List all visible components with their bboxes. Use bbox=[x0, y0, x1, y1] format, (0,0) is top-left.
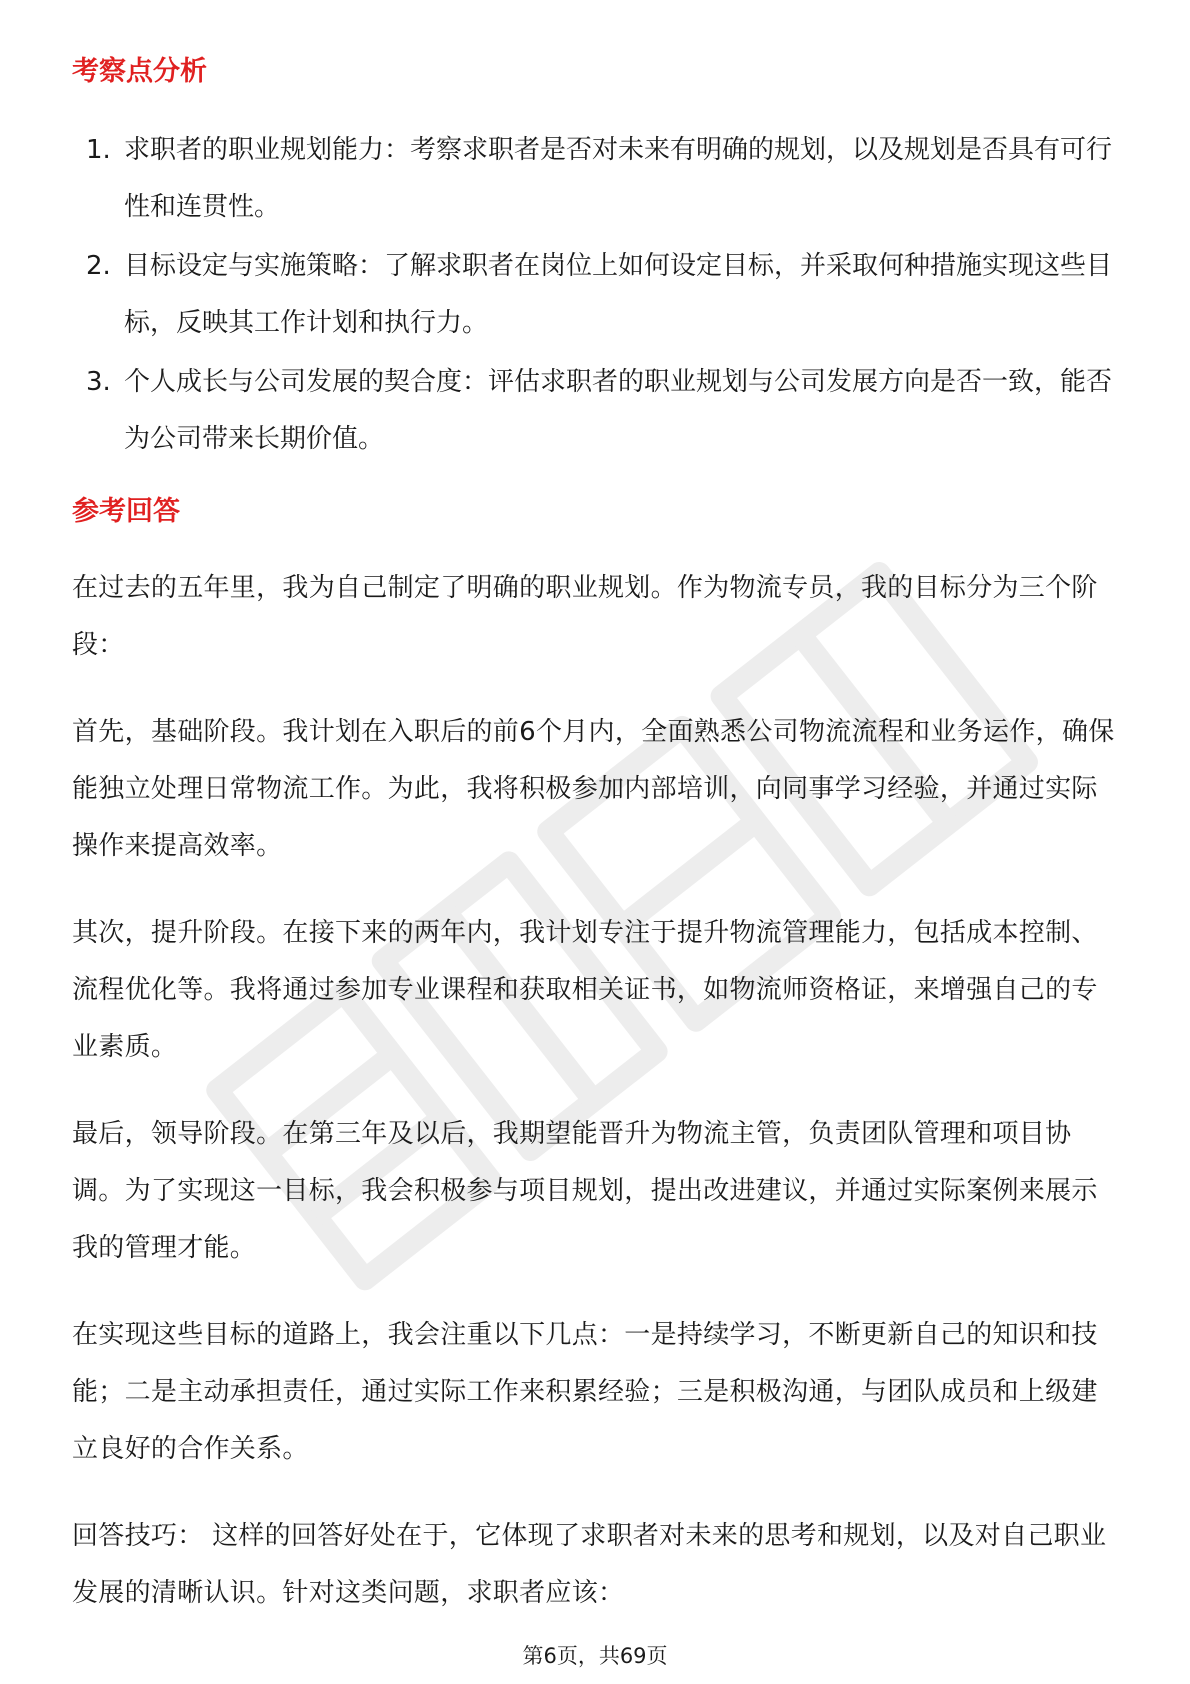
list-item bbox=[72, 122, 1118, 236]
answer-heading: 参考回答 bbox=[72, 496, 180, 527]
analysis-list bbox=[72, 122, 1118, 470]
answer-paragraph: 其次，提升阶段。在接下来的两年内，我计划专注于提升物流管理能力，包括成本控制、流程优化等。我将通过参加专业课程和获取相关证书，如物流师资格证，来增强自己的专业素质。 bbox=[72, 918, 1098, 1062]
list-number: 3. bbox=[86, 367, 111, 397]
list-item-text: 个人成长与公司发展的契合度：评估求职者的职业规划与公司发展方向是否一致，能否为公司带来长期价值。 bbox=[124, 367, 1113, 454]
list-item bbox=[72, 238, 1118, 352]
list-number: 2. bbox=[86, 251, 111, 281]
list-number: 1. bbox=[86, 135, 111, 165]
list-item bbox=[72, 354, 1118, 468]
answer-paragraph: 在实现这些目标的道路上，我会注重以下几点：一是持续学习，不断更新自己的知识和技能；二是主动承担责任，通过实际工作来积累经验；三是积极沟通，与团队成员和上级建立良好的合作关系。 bbox=[72, 1320, 1098, 1464]
list-item-text: 求职者的职业规划能力：考察求职者是否对未来有明确的规划，以及规划是否具有可行性和连贯性。 bbox=[124, 135, 1113, 222]
list-item-text: 目标设定与实施策略：了解求职者在岗位上如何设定目标，并采取何种措施实现这些目标，反映其工作计划和执行力。 bbox=[124, 251, 1113, 338]
answer-tips-paragraph: 回答技巧： 这样的回答好处在于，它体现了求职者对未来的思考和规划，以及对自己职业发展的清晰认识。针对这类问题，求职者应该： bbox=[72, 1521, 1107, 1608]
answer-paragraph: 最后，领导阶段。在第三年及以后，我期望能晋升为物流主管，负责团队管理和项目协调。为了实现这一目标，我会积极参与项目规划，提出改进建议，并通过实际案例来展示我的管理才能。 bbox=[72, 1119, 1098, 1263]
answer-paragraph: 首先，基础阶段。我计划在入职后的前6个月内，全面熟悉公司物流流程和业务运作，确保能独立处理日常物流工作。为此，我将积极参加内部培训，向同事学习经验，并通过实际操作来提高效率。 bbox=[72, 717, 1115, 861]
analysis-heading: 考察点分析 bbox=[72, 56, 207, 87]
page-number: 第6页，共69页 bbox=[522, 1644, 668, 1668]
answer-paragraph: 在过去的五年里，我为自己制定了明确的职业规划。作为物流专员，我的目标分为三个阶段： bbox=[72, 573, 1098, 660]
